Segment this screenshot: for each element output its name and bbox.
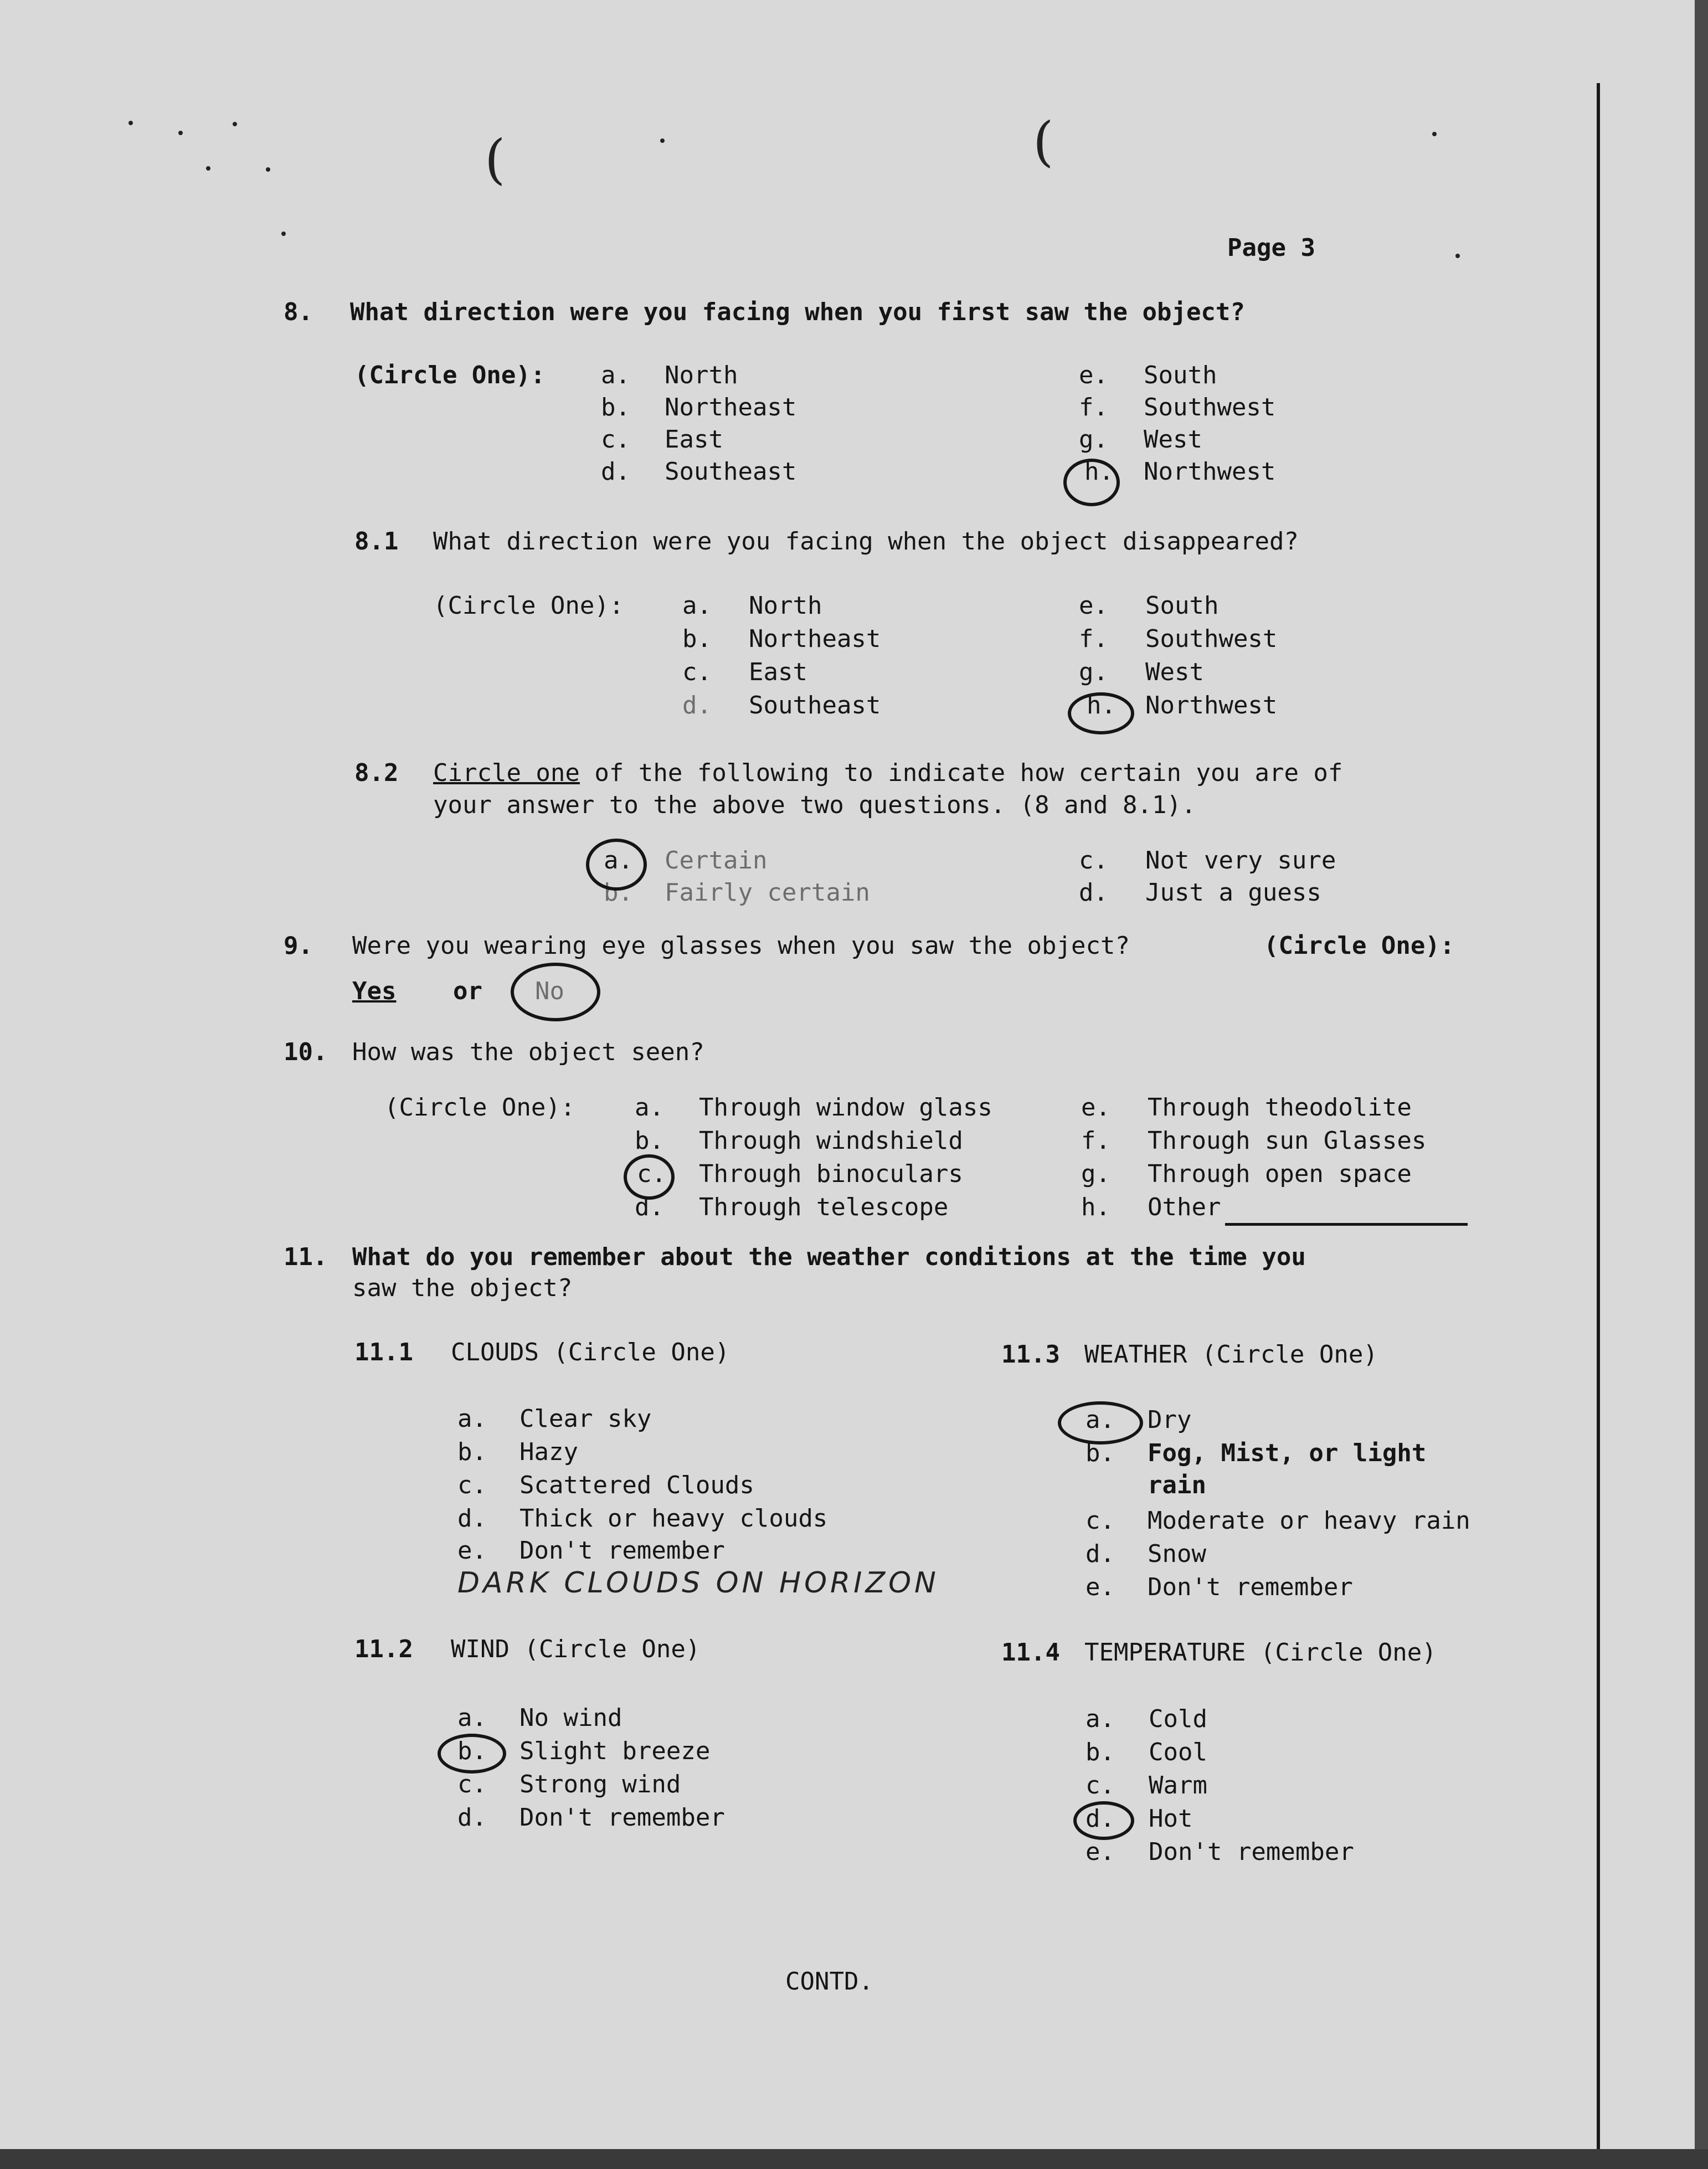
q11-2-option-a-text: No wind bbox=[519, 1704, 623, 1732]
q11-3-option-d-text: Snow bbox=[1148, 1540, 1206, 1568]
q8-2-question-text: of the following to indicate how certain you are of bbox=[579, 759, 1343, 787]
speck bbox=[266, 167, 270, 172]
q8-1-option-e-letter: e. bbox=[1079, 592, 1108, 620]
q8-1-answer-circle bbox=[1068, 692, 1134, 734]
q10-option-h-text: Other bbox=[1148, 1193, 1221, 1221]
scan-border bbox=[0, 2149, 1708, 2169]
q11-4-title: TEMPERATURE (Circle One) bbox=[1084, 1638, 1437, 1667]
q8-2-option-a-text: Certain bbox=[665, 846, 768, 875]
q11-3-option-c-letter: c. bbox=[1085, 1507, 1115, 1535]
q8-option-h-letter: h. bbox=[1084, 458, 1114, 486]
q11-4-option-c-letter: c. bbox=[1085, 1771, 1115, 1800]
q10-option-e-text: Through theodolite bbox=[1148, 1093, 1412, 1122]
q8-1-option-f-text: Southwest bbox=[1145, 625, 1278, 653]
q9-question: Were you wearing eye glasses when you saw the object? bbox=[352, 932, 1130, 960]
q8-option-a-text: North bbox=[665, 361, 738, 389]
q11-2-option-b-text: Slight breeze bbox=[519, 1737, 711, 1765]
q10-option-b-letter: b. bbox=[635, 1127, 664, 1155]
q11-1-number: 11.1 bbox=[354, 1338, 413, 1366]
q11-3-number: 11.3 bbox=[1001, 1340, 1060, 1369]
q8-option-e-letter: e. bbox=[1079, 361, 1108, 389]
q8-1-option-b-letter: b. bbox=[682, 625, 712, 653]
q11-1-option-c-text: Scattered Clouds bbox=[519, 1471, 754, 1499]
q11-3-option-b-text-cont: rain bbox=[1148, 1471, 1206, 1499]
q11-2-answer-circle bbox=[438, 1734, 506, 1774]
page-label: Page 3 bbox=[1227, 234, 1315, 262]
q8-1-option-b-text: Northeast bbox=[749, 625, 881, 653]
q11-1-option-e-letter: e. bbox=[457, 1536, 487, 1565]
q11-4-option-d-letter: d. bbox=[1085, 1805, 1115, 1833]
q8-instruction: (Circle One): bbox=[354, 361, 546, 389]
q11-3-option-a-text: Dry bbox=[1148, 1406, 1192, 1434]
q8-1-option-g-text: West bbox=[1145, 658, 1204, 686]
q10-option-d-letter: d. bbox=[635, 1193, 664, 1221]
q8-number: 8. bbox=[284, 298, 313, 326]
q11-1-option-a-text: Clear sky bbox=[519, 1405, 652, 1433]
q8-1-instruction: (Circle One): bbox=[433, 592, 624, 620]
q9-no-option: No bbox=[535, 977, 564, 1005]
q8-2-option-b-letter: b. bbox=[604, 878, 633, 907]
q11-1-title: CLOUDS (Circle One) bbox=[451, 1338, 730, 1366]
q8-answer-circle bbox=[1063, 459, 1120, 506]
q11-2-option-c-letter: c. bbox=[457, 1770, 487, 1798]
q10-option-g-text: Through open space bbox=[1148, 1160, 1412, 1188]
q10-number: 10. bbox=[284, 1038, 328, 1066]
q11-3-option-e-letter: e. bbox=[1085, 1573, 1115, 1601]
q8-1-option-d-text: Southeast bbox=[749, 691, 881, 719]
q8-1-number: 8.1 bbox=[354, 527, 399, 556]
speck bbox=[1432, 132, 1437, 136]
q8-question: What direction were you facing when you first saw the object? bbox=[350, 298, 1245, 326]
q8-1-question: What direction were you facing when the object disappeared? bbox=[433, 527, 1299, 556]
q9-answer-circle bbox=[511, 963, 600, 1021]
q9-yes-option: Yes bbox=[352, 977, 397, 1005]
q11-4-option-a-letter: a. bbox=[1085, 1705, 1115, 1733]
q8-1-option-d-letter: d. bbox=[682, 691, 712, 719]
q11-4-option-d-text: Hot bbox=[1149, 1805, 1193, 1833]
q10-option-d-text: Through telescope bbox=[699, 1193, 949, 1221]
q11-4-option-b-text: Cool bbox=[1149, 1738, 1207, 1766]
q10-option-f-text: Through sun Glasses bbox=[1148, 1127, 1427, 1155]
q10-option-g-letter: g. bbox=[1081, 1160, 1110, 1188]
q8-2-instruction: Circle one bbox=[433, 759, 580, 787]
speck bbox=[233, 122, 237, 126]
q11-4-answer-circle bbox=[1073, 1801, 1134, 1840]
q8-option-b-letter: b. bbox=[601, 393, 630, 422]
q10-option-f-letter: f. bbox=[1081, 1127, 1110, 1155]
q8-1-option-e-text: South bbox=[1145, 592, 1219, 620]
q10-instruction: (Circle One): bbox=[384, 1093, 575, 1122]
q8-option-e-text: South bbox=[1144, 361, 1217, 389]
q11-2-option-a-letter: a. bbox=[457, 1704, 487, 1732]
q11-4-option-e-text: Don't remember bbox=[1149, 1838, 1354, 1866]
q8-option-g-text: West bbox=[1144, 425, 1202, 454]
q11-4-option-a-text: Cold bbox=[1149, 1705, 1207, 1733]
q10-option-e-letter: e. bbox=[1081, 1093, 1110, 1122]
q11-1-handwritten-note: DARK CLOUDS ON HORIZON bbox=[457, 1566, 939, 1600]
speck bbox=[1455, 254, 1460, 258]
speck bbox=[128, 121, 133, 125]
page-edge-line bbox=[1597, 83, 1600, 2155]
q8-2-question-line2: your answer to the above two questions. (8 and 8.1). bbox=[433, 791, 1196, 819]
q11-2-title: WIND (Circle One) bbox=[451, 1635, 701, 1663]
continued-label: CONTD. bbox=[785, 1967, 873, 1996]
q11-2-number: 11.2 bbox=[354, 1635, 413, 1663]
q8-option-g-letter: g. bbox=[1079, 425, 1108, 454]
q11-2-option-d-letter: d. bbox=[457, 1803, 487, 1832]
q11-4-option-c-text: Warm bbox=[1149, 1771, 1207, 1800]
q9-instruction: (Circle One): bbox=[1264, 932, 1455, 960]
q11-1-option-d-text: Thick or heavy clouds bbox=[519, 1504, 828, 1533]
q11-1-option-c-letter: c. bbox=[457, 1471, 487, 1499]
q8-option-c-text: East bbox=[665, 425, 723, 454]
q11-3-answer-circle bbox=[1058, 1401, 1143, 1445]
q11-3-option-c-text: Moderate or heavy rain bbox=[1148, 1507, 1470, 1535]
q11-2-option-d-text: Don't remember bbox=[519, 1803, 725, 1832]
q8-2-option-d-letter: d. bbox=[1079, 878, 1108, 907]
q8-1-option-h-letter: h. bbox=[1087, 691, 1116, 719]
q11-3-title: WEATHER (Circle One) bbox=[1084, 1340, 1378, 1369]
punch-mark-left: ( bbox=[485, 129, 506, 191]
q11-3-option-a-letter: a. bbox=[1085, 1406, 1115, 1434]
speck bbox=[206, 166, 210, 171]
q10-option-a-text: Through window glass bbox=[699, 1093, 992, 1122]
q8-option-b-text: Northeast bbox=[665, 393, 797, 422]
q11-1-option-b-text: Hazy bbox=[519, 1438, 578, 1466]
q10-option-a-letter: a. bbox=[635, 1093, 664, 1122]
q11-2-option-c-text: Strong wind bbox=[519, 1770, 681, 1798]
q10-option-c-letter: c. bbox=[637, 1160, 666, 1188]
q10-question: How was the object seen? bbox=[352, 1038, 704, 1066]
q9-number: 9. bbox=[284, 932, 313, 960]
q11-3-option-b-letter: b. bbox=[1085, 1439, 1115, 1467]
q8-1-option-h-text: Northwest bbox=[1145, 691, 1278, 719]
q8-2-option-b-text: Fairly certain bbox=[665, 878, 870, 907]
q8-1-option-a-letter: a. bbox=[682, 592, 712, 620]
q8-1-option-g-letter: g. bbox=[1079, 658, 1108, 686]
q8-option-f-letter: f. bbox=[1079, 393, 1108, 422]
q8-2-question-line1 bbox=[433, 759, 1342, 788]
q8-1-option-c-letter: c. bbox=[682, 658, 712, 686]
punch-mark-right: ( bbox=[1033, 111, 1054, 173]
q8-1-option-a-text: North bbox=[749, 592, 822, 620]
q11-4-option-e-letter: e. bbox=[1085, 1838, 1115, 1866]
q11-1-option-e-text: Don't remember bbox=[519, 1536, 725, 1565]
q8-option-d-letter: d. bbox=[601, 458, 630, 486]
q8-2-option-d-text: Just a guess bbox=[1145, 878, 1321, 907]
q10-other-blank-line bbox=[1225, 1223, 1468, 1226]
q8-option-c-letter: c. bbox=[601, 425, 630, 454]
speck bbox=[281, 232, 286, 236]
q10-option-c-text: Through binoculars bbox=[699, 1160, 963, 1188]
q8-2-option-c-text: Not very sure bbox=[1145, 846, 1336, 875]
q8-1-option-f-letter: f. bbox=[1079, 625, 1108, 653]
q8-option-h-text: Northwest bbox=[1144, 458, 1276, 486]
q11-1-option-a-letter: a. bbox=[457, 1405, 487, 1433]
q8-option-d-text: Southeast bbox=[665, 458, 797, 486]
q8-2-option-a-letter: a. bbox=[604, 846, 633, 875]
q10-option-h-letter: h. bbox=[1081, 1193, 1110, 1221]
q11-3-option-d-letter: d. bbox=[1085, 1540, 1115, 1568]
q11-3-option-b-text: Fog, Mist, or light bbox=[1148, 1439, 1427, 1467]
q11-3-option-e-text: Don't remember bbox=[1148, 1573, 1353, 1601]
speck bbox=[178, 131, 183, 135]
q8-2-number: 8.2 bbox=[354, 759, 399, 787]
speck bbox=[660, 138, 665, 143]
q10-option-b-text: Through windshield bbox=[699, 1127, 963, 1155]
q11-1-option-d-letter: d. bbox=[457, 1504, 487, 1533]
q8-option-a-letter: a. bbox=[601, 361, 630, 389]
q11-question-line2: saw the object? bbox=[352, 1274, 573, 1302]
q11-2-option-b-letter: b. bbox=[457, 1737, 487, 1765]
q11-4-option-b-letter: b. bbox=[1085, 1738, 1115, 1766]
q8-option-f-text: Southwest bbox=[1144, 393, 1276, 422]
q8-1-option-c-text: East bbox=[749, 658, 807, 686]
q8-2-option-c-letter: c. bbox=[1079, 846, 1108, 875]
q11-number: 11. bbox=[284, 1243, 328, 1271]
q11-question-line1: What do you remember about the weather conditions at the time you bbox=[352, 1243, 1306, 1271]
q9-or-label: or bbox=[453, 977, 482, 1005]
q11-4-number: 11.4 bbox=[1001, 1638, 1060, 1667]
q11-1-option-b-letter: b. bbox=[457, 1438, 487, 1466]
